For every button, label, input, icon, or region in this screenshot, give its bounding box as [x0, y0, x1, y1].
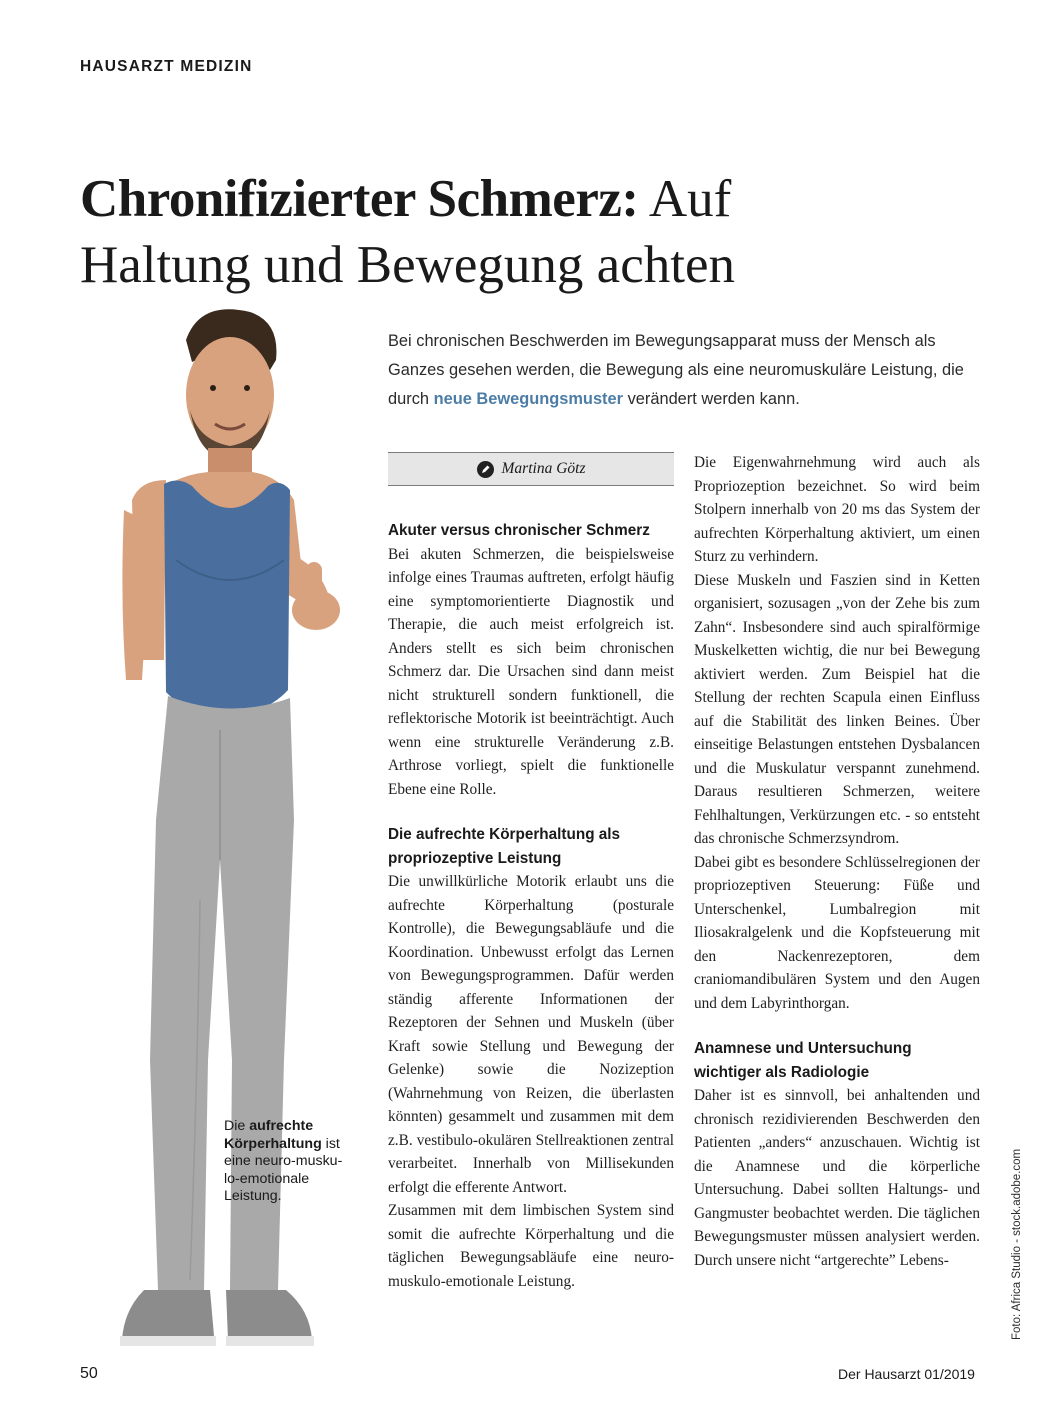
article-column-2	[694, 451, 980, 1272]
caption-text: Die	[224, 1118, 250, 1134]
title-line2: Haltung und Bewegung achten	[80, 236, 735, 294]
photo-caption	[224, 1118, 344, 1206]
photo-credit: Foto: Africa Studio - stock.adobe.com	[1011, 1148, 1023, 1340]
section-heading: Anamnese und Untersuchung wichtiger als Radiologie	[694, 1040, 912, 1081]
intro-highlight-link[interactable]: neue Bewegungsmuster	[433, 390, 624, 408]
pen-icon	[477, 461, 494, 478]
section-heading: Akuter versus chronischer Schmerz	[388, 522, 650, 539]
author-name: Martina Götz	[501, 460, 586, 477]
paragraph: Die Eigenwahrnehmung wird auch als Propriozeption bezeichnet. So wird beim Stolpern innerhalb von 20 ms das System der aufrechten Körperhaltung aktiviert, um einen Sturz zu verhindern.	[694, 454, 980, 565]
section-heading: Die aufrechte Körperhaltung als propriozeptive Leistung	[388, 826, 621, 867]
title-rest: Auf	[638, 170, 732, 228]
paragraph: Diese Muskeln und Faszien sind in Ketten organisiert, sozusagen „von der Zehe bis zum Zahn“. Insbesondere sind auch spiralförmige Muskelketten wichtig, die nur bei Bewegung aktiviert werden. Zum Beispiel hat die Stellung der rechten Scapula einen Einfluss auf die Stabilität des linken Beines. Über einseitige Belastungen entstehen Dysbalancen und die Muskulatur verspannt zunehmend. Daraus resultieren Schmerzen, weitere Fehlhaltungen, Verkürzungen etc. - so entsteht das chronische Schmerzsyndrom.	[694, 571, 980, 847]
intro-text: Bei chronischen Beschwerden im Bewegungsapparat muss der Mensch als Ganzes gesehen werden, die Bewegung als eine neuromuskuläre Leistung, die durch	[388, 332, 964, 408]
paragraph: Zusammen mit dem limbischen System sind somit die aufrechte Körperhaltung und die täglichen Bewegungsabläufe eine neuro-muskulo-emotionale Leistung.	[388, 1202, 674, 1290]
intro-text-end: verändert werden kann.	[623, 390, 800, 408]
article-title	[80, 166, 980, 298]
section-label: HAUSARZT MEDIZIN	[80, 58, 253, 75]
magazine-issue: Der Hausarzt 01/2019	[838, 1366, 975, 1382]
intro-lead	[388, 327, 980, 414]
man-thumbs-up-photo	[80, 300, 380, 1370]
page-number: 50	[80, 1365, 98, 1382]
title-bold-part: Chronifizierter Schmerz:	[80, 170, 639, 228]
paragraph: Dabei gibt es besondere Schlüsselregionen der propriozeptiven Steuerung: Füße und Unterschenkel, Lumbalregion mit Iliosakralgelenk und die Kopfsteuerung mit den Nackenrezeptoren, dem craniomandibulären System und den Augen und dem Labyrinthorgan.	[694, 853, 980, 1012]
caption-bold: aufrechte Körperhaltung	[224, 1118, 322, 1152]
caption-text-end: ist eine neuro-muskulo-emotionale Leistung.	[224, 1135, 343, 1204]
paragraph: Bei akuten Schmerzen, die beispielsweise infolge eines Traumas auftreten, erfolgt häufig eine symptomorientierte Diagnostik und Therapie, die auch meist erfolgreich ist. Anders stellt es sich beim chronischen Schmerz dar. Die Ursachen sind dann meist nicht strukturell sondern funktionell, die reflektorische Motorik ist beeinträchtigt. Auch wenn eine strukturelle Veränderung z.B. Arthrose vorliegt, spielt die funktionelle Ebene eine Rolle.	[388, 545, 674, 798]
author-byline	[388, 452, 674, 486]
paragraph: Die unwillkürliche Motorik erlaubt uns die aufrechte Körperhaltung (posturale Kontrolle), die Bewegungsabläufe und die Koordination. Unbewusst erfolgt das Lernen von Bewegungsprogrammen. Dafür werden ständig afferente Informationen der Rezeptoren der Sehnen und Muskeln (über Kraft sowie Stellung und Bewegung der Gelenke) sowie die Nozizeption (Wahrnehmung von Reizen, die überlasten könnten) gesammelt und zusammen mit dem z.B. vestibulo-okulären Stellreaktionen zentral verarbeitet. Innerhalb von Millisekunden erfolgt die efferente Antwort.	[388, 873, 674, 1196]
article-column-1	[388, 519, 674, 1293]
paragraph: Daher ist es sinnvoll, bei anhaltenden und chronisch rezidivierenden Beschwerden den Patienten „anders“ anzuschauen. Wichtig ist die Anamnese und die körperliche Untersuchung. Dabei sollten Haltungs- und Gangmuster beobachtet werden. Die täglichen Bewegungsmuster müssen analysiert werden. Durch unsere nicht “artgerechte” Lebens-	[694, 1087, 980, 1269]
